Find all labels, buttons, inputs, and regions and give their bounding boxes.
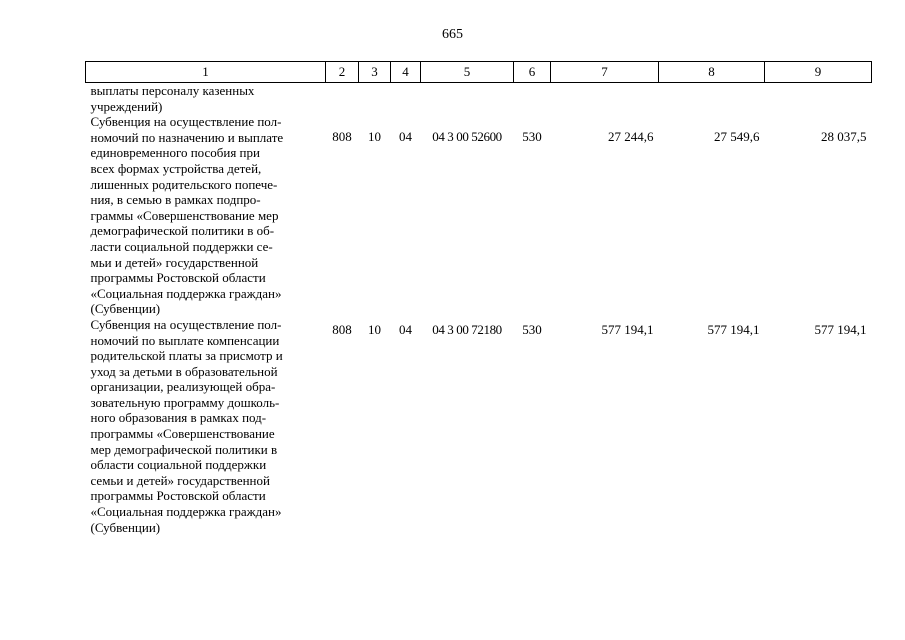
column-header-3: 3 (359, 62, 391, 83)
row-col4 (391, 83, 421, 115)
column-header-8: 8 (659, 62, 765, 83)
row-col7: 577 194,1 (601, 321, 654, 337)
table-row (86, 114, 872, 317)
column-header-9: 9 (765, 62, 872, 83)
budget-table (85, 61, 872, 535)
column-header-4: 4 (391, 62, 421, 83)
table-header-row (86, 62, 872, 83)
table-row (86, 83, 872, 115)
row-col5 (421, 83, 514, 115)
row-col4: 04 (399, 129, 412, 145)
row-col9: 28 037,5 (821, 129, 867, 145)
column-header-7: 7 (551, 62, 659, 83)
row-col3 (359, 83, 391, 115)
row-col6 (514, 83, 551, 115)
row-col2 (326, 83, 359, 115)
column-header-1: 1 (86, 62, 326, 83)
column-header-5: 5 (421, 62, 514, 83)
column-header-2: 2 (326, 62, 359, 83)
column-header-6: 6 (514, 62, 551, 83)
row-col9: 577 194,1 (814, 321, 867, 337)
row-col8: 27 549,6 (714, 129, 760, 145)
row-col7 (551, 83, 659, 115)
row-description: Субвенция на осуществление пол- номочий по назначению и выплате единовременного пособия при всех формах устройства детей, лишенных родительского попече- ния, в семью в рамках подпро- граммы «Совершенствование мер демографической политики в об- ласти социальной поддержки се- мьи и детей» государственной программы Ростовской области «Социальная поддержка граждан» (Субвенции) (90, 114, 284, 317)
table-row (86, 317, 872, 535)
row-col5: 04 3 00 72180 (432, 321, 502, 337)
row-col3: 10 (368, 129, 381, 145)
row-col8 (659, 83, 765, 115)
row-description: выплаты персоналу казенных учреждений) (90, 83, 255, 114)
row-col8: 577 194,1 (707, 321, 760, 337)
row-col6: 530 (522, 321, 542, 337)
row-col6: 530 (522, 129, 542, 145)
row-col9 (765, 83, 872, 115)
row-col2: 808 (332, 129, 352, 145)
row-col3: 10 (368, 321, 381, 337)
page-number: 665 (442, 27, 463, 42)
row-description: Субвенция на осуществление пол- номочий по выплате компенсации родительской платы за присмотр и уход за детьми в образовательной организации, реализующей обра- зовательную программу дошколь- ного образования в рамках под- программы «Совершенствование мер демографической политики в области социальной поддержки семьи и детей» государственной программы Ростовской области «Социальная поддержка граждан» (Субвенции) (90, 316, 283, 535)
row-col2: 808 (332, 321, 352, 337)
row-col7: 27 244,6 (608, 129, 654, 145)
row-col5: 04 3 00 52600 (432, 129, 502, 145)
row-col4: 04 (399, 321, 412, 337)
